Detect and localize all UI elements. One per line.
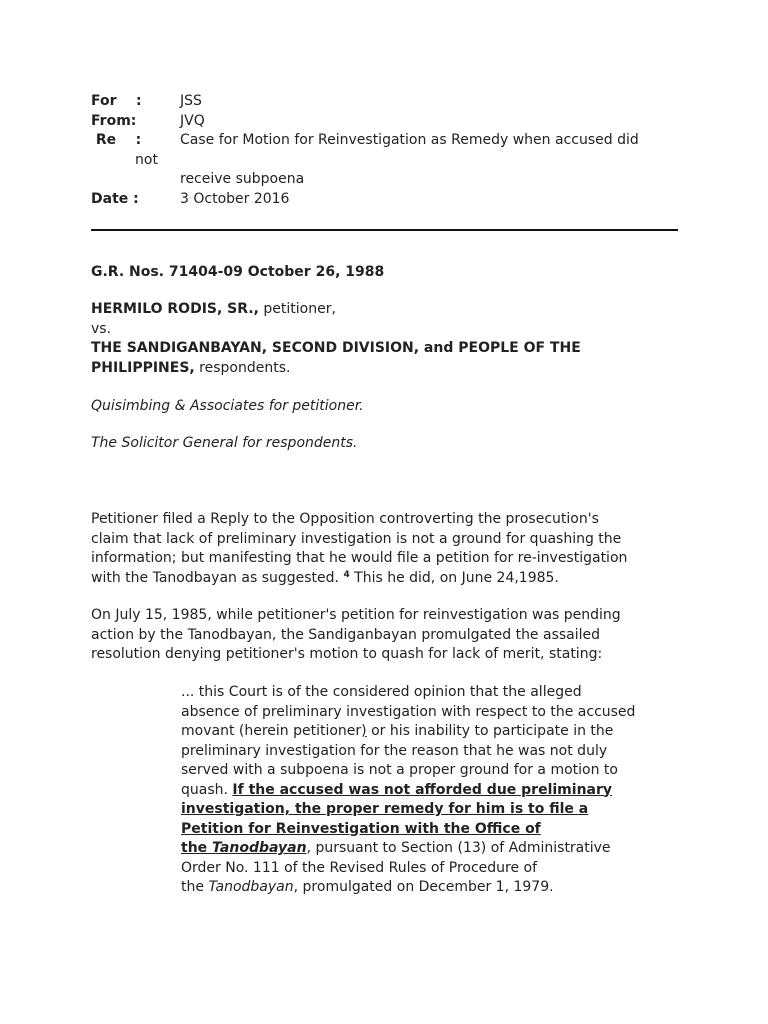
- memo-date-value: 3 October 2016: [180, 190, 290, 207]
- memo-from-label: From:: [91, 112, 137, 129]
- memo-header: [91, 92, 691, 209]
- petitioner-name: HERMILO RODIS, SR.,: [91, 301, 259, 317]
- petitioner-line: [91, 300, 681, 320]
- case-parties: [91, 300, 681, 378]
- footnote-marker[interactable]: 4: [343, 569, 350, 580]
- respondents-line-1: [91, 339, 681, 359]
- versus: vs.: [91, 320, 112, 337]
- paragraph-1-text: with the Tanodbayan as suggested.: [91, 569, 344, 586]
- paragraph-2-line: On July 15, 1985, while petitioner's petition for reinvestigation was pending: [91, 607, 621, 623]
- quote-emphasis: Tanodbayan: [212, 840, 307, 856]
- memo-for-label: For :: [91, 93, 142, 109]
- memo-date-label: Date :: [91, 190, 139, 207]
- respondents-name-2: PHILIPPINES,: [91, 359, 195, 376]
- paragraph-1-line: [91, 569, 681, 589]
- quote-line: [181, 722, 681, 742]
- memo-re-value-1: Case for Motion for Reinvestigation as Remedy when accused did: [180, 132, 639, 148]
- quote-emphasis: If the accused was not afforded due preliminary: [232, 781, 613, 798]
- quote-line: Order No. 111 of the Revised Rules of Procedure of: [181, 859, 538, 876]
- quote-line: ... this Court is of the considered opinion that the alleged: [181, 684, 582, 700]
- memo-for-value: JSS: [180, 93, 202, 109]
- quote-text: Tanodbayan: [208, 879, 294, 895]
- memo-from-row: [91, 112, 691, 132]
- quote-line: absence of preliminary investigation with respect to the accused: [181, 703, 636, 720]
- quote-text: movant (herein petitioner: [181, 723, 362, 739]
- paragraph-1-line: information; but manifesting that he would file a petition for re-investigation: [91, 550, 628, 566]
- quote-text: ): [361, 723, 367, 739]
- memo-from-value: JVQ: [180, 112, 205, 129]
- respondents-line-2: [91, 359, 681, 379]
- paragraph-1-line: claim that lack of preliminary investigation is not a ground for quashing the: [91, 530, 622, 547]
- memo-re-wrap: not: [135, 151, 158, 168]
- quote-line: preliminary investigation for the reason that he was not duly: [181, 742, 608, 759]
- respondents-role: respondents.: [194, 359, 291, 376]
- quote-line: [181, 800, 681, 820]
- case-number: [91, 263, 681, 283]
- memo-re-label: Re :: [91, 132, 142, 148]
- quote-line: [181, 839, 681, 859]
- paragraph-1-text: This he did, on June 24,1985.: [349, 569, 559, 586]
- paragraph-2-line: resolution denying petitioner's motion to quash for lack of merit, stating:: [91, 646, 603, 662]
- memo-re-value-3: receive subpoena: [180, 171, 305, 187]
- case-gr-number: G.R. Nos. 71404-09 October 26, 1988: [91, 264, 385, 280]
- quote-text: or his inability to participate in the: [366, 723, 614, 739]
- quote-emphasis: Petition for Reinvestigation with the Office of: [181, 820, 541, 837]
- quote-line: [181, 878, 681, 898]
- quote-text: quash.: [181, 781, 233, 798]
- quote-emphasis: investigation, the proper remedy for him is to file a: [181, 801, 589, 817]
- memo-for-row: [91, 92, 691, 112]
- memo-date-row: [91, 190, 691, 210]
- quote-text: the: [181, 879, 209, 895]
- paragraph-2: [91, 606, 681, 665]
- counsel-petitioner: Quisimbing & Associates for petitioner.: [91, 398, 364, 414]
- counsel-respondents: The Solicitor General for respondents.: [91, 435, 358, 451]
- respondents-name-1: THE SANDIGANBAYAN, SECOND DIVISION, and PEOPLE OF THE: [91, 340, 581, 356]
- quote-text: , promulgated on December 1, 1979.: [293, 879, 554, 895]
- paragraph-1-line: Petitioner filed a Reply to the Opposition controverting the prosecution's: [91, 511, 599, 527]
- quote-emphasis: the: [181, 840, 213, 856]
- horizontal-divider: [91, 229, 678, 231]
- paragraph-2-line: action by the Tanodbayan, the Sandiganbayan promulgated the assailed: [91, 626, 601, 643]
- quote-line: [181, 820, 681, 840]
- quote-text: , pursuant to Section (13) of Administrative: [306, 840, 611, 856]
- quote-line: [181, 781, 681, 801]
- paragraph-1: [91, 510, 681, 588]
- memo-re-row: [91, 131, 691, 151]
- quote-line: served with a subpoena is not a proper ground for a motion to: [181, 762, 618, 778]
- petitioner-role: petitioner,: [258, 301, 336, 317]
- block-quote: [181, 683, 681, 898]
